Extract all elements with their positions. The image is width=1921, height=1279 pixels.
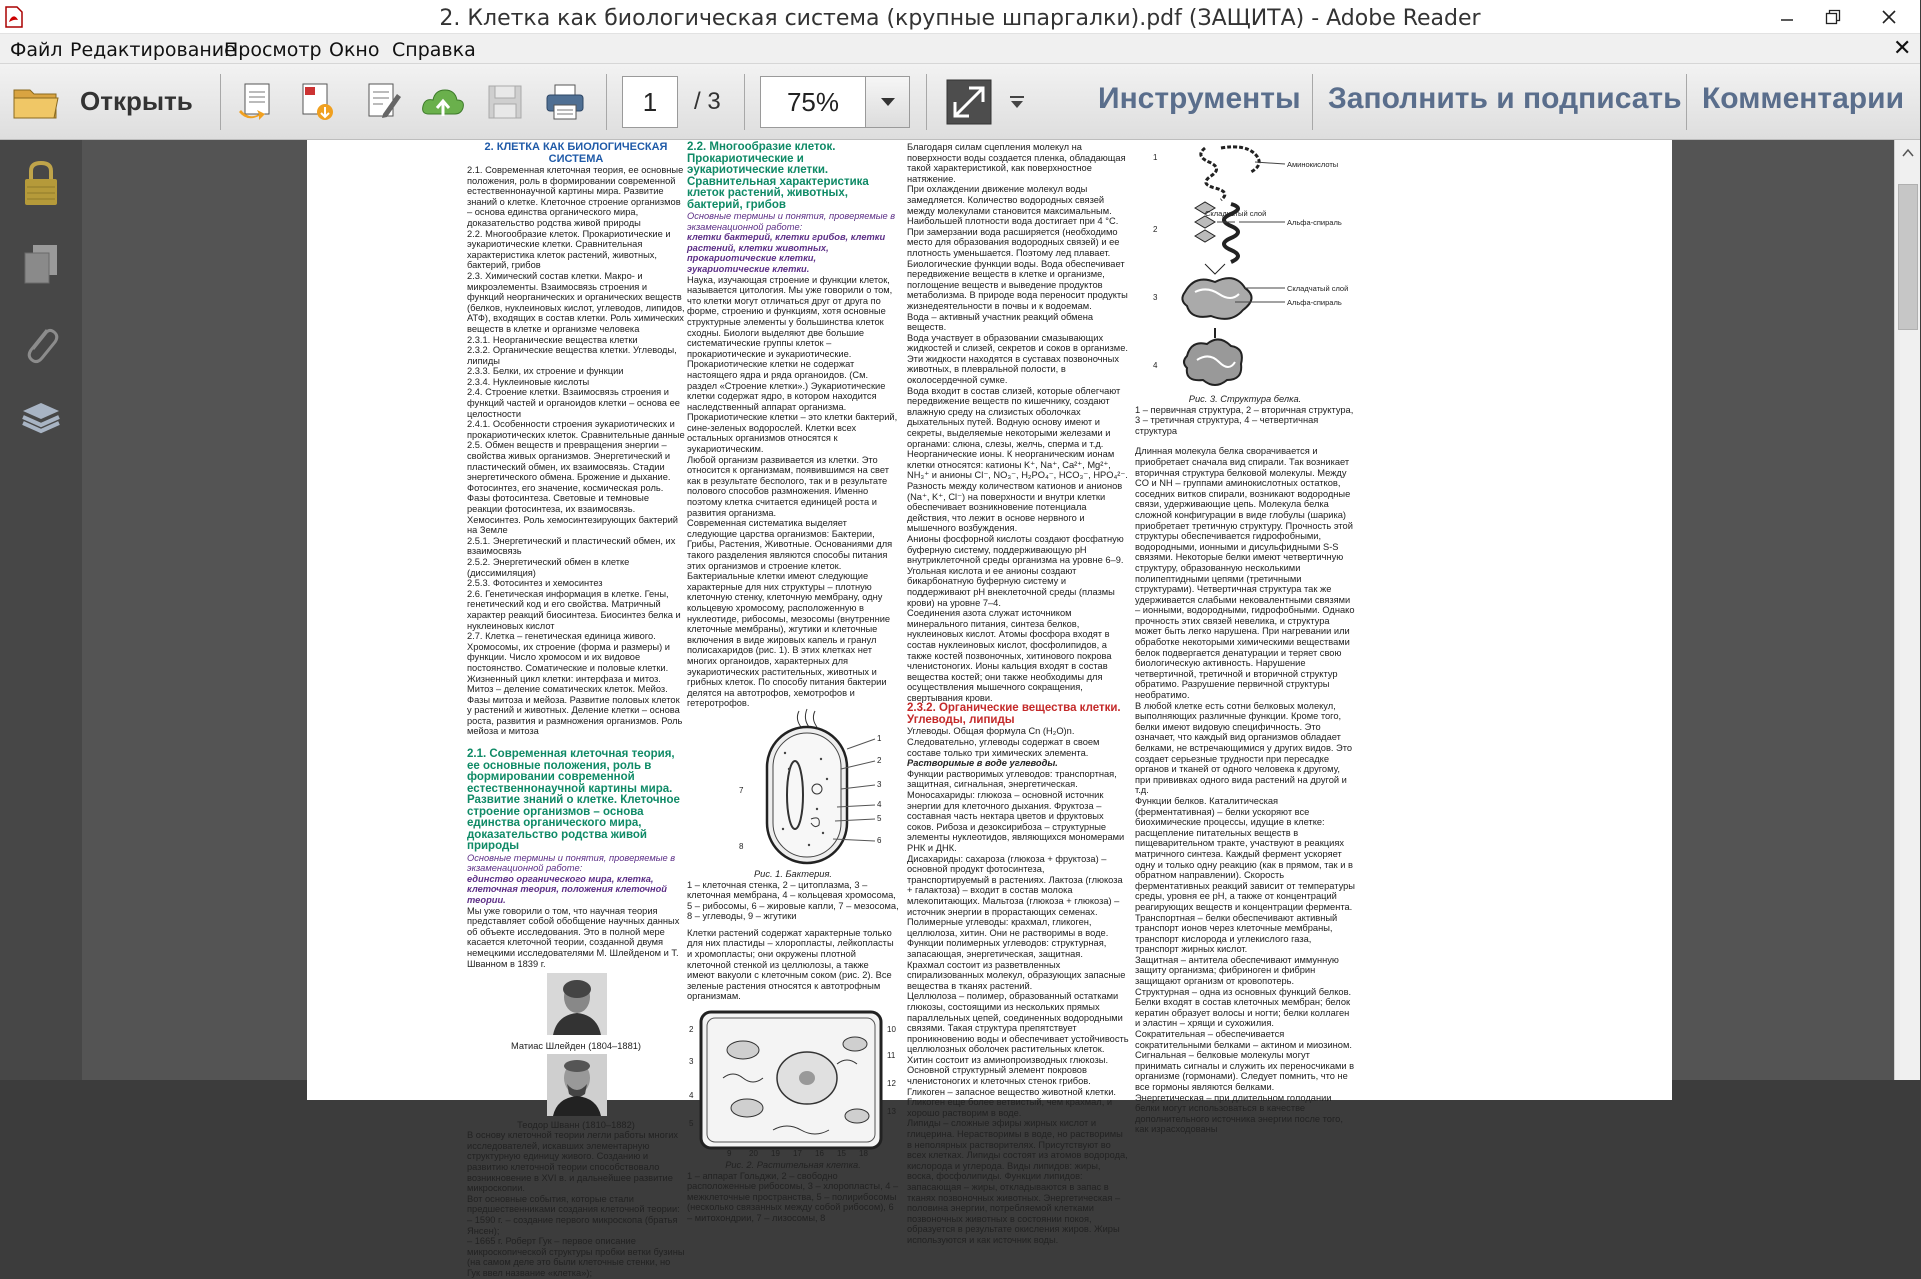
toolbar-separator <box>926 74 927 130</box>
terms-intro: Основные термины и понятия, проверяемые в экзаменационной работе: <box>467 852 676 874</box>
section-heading: 2.1. Современная клеточная теория, ее основные положения, роль в формировании современной естественнонаучной картины мира. Развитие знаний о клетке. Клеточное строение организмов – основа единства органического мира, доказательство родства живой природы <box>467 748 680 853</box>
body-paragraph: Транспортная – белки обеспечивают активный транспорт ионов через клеточные мембраны, транспорт кислорода и углекислого газа, транспорт жирных кислот. <box>1135 912 1338 955</box>
portrait-schleiden <box>467 973 685 1037</box>
toc-item: 2.7. Клетка – генетическая единица живого. Хромосомы, их строение (форма и размеры) и функции. Число хромосом и их видовое постоянство. Соматические и половые клетки. Жизненный цикл клетки: интерфаза и митоз. Митоз – деление соматических клеток. Мейоз. Фазы митоза и мейоза. Развитие половых клеток у растений и животных. Деление клетки – основа роста, развития и размножения организмов. Роль мейоза и митоза <box>467 631 683 737</box>
svg-text:17: 17 <box>793 1149 802 1159</box>
body-paragraph: – 1665 г. Роберт Гук – первое описание микроскопической структуры пробки ветки бузины (на самом деле это были клеточные стенки, но Гук ввел название «клетка»); <box>467 1236 685 1278</box>
pages-icon[interactable] <box>18 240 64 290</box>
page-column-1 <box>467 142 685 1279</box>
menu-bar <box>0 34 1920 64</box>
svg-text:5: 5 <box>877 813 882 823</box>
svg-text:Складчатый слой: Складчатый слой <box>1287 284 1349 293</box>
svg-text:4: 4 <box>877 799 882 809</box>
chevron-down-icon <box>880 97 896 107</box>
svg-text:2: 2 <box>1153 225 1158 234</box>
toolbar-separator <box>744 74 745 130</box>
body-paragraph: Липиды – сложные эфиры жирных кислот и глицерина. Нерастворимы в воде, но растворимы в неполярных растворителях. Присутствуют во всех клетках. Липиды состоят из атомов водорода, кислорода и углерода. Виды липидов: жиры, воска, фосфолипиды. Функции липидов: запасающая – жиры, откладываются в запас в тканях позвоночных животных. Энергетическая – половина энергии, потребляемой клетками позвоночных животных в состоянии покоя, образуется в результате окисления жиров. Жиры используются и как источник воды. <box>907 1118 1128 1245</box>
restore-button[interactable] <box>1810 0 1856 34</box>
svg-text:10: 10 <box>887 1025 896 1035</box>
navigation-sidebar <box>0 140 82 1080</box>
body-paragraph: Биологические функции воды. Вода обеспечивает передвижение веществ в клетке и организме, поглощение веществ и выведение продуктов метаболизма. В природе вода переносит продукты жизнедеятельности в почвы и к водоемам. <box>907 258 1128 311</box>
svg-text:11: 11 <box>887 1051 896 1061</box>
vertical-scrollbar[interactable] <box>1894 140 1920 1080</box>
svg-text:20: 20 <box>749 1149 758 1159</box>
svg-text:4: 4 <box>1153 361 1158 370</box>
body-paragraph: Крахмал состоит из разветвленных спирализованных молекул, образующих запасные вещества в тканях растений. <box>907 959 1126 991</box>
open-label: Открыть <box>80 86 193 116</box>
body-paragraph: Анионы фосфорной кислоты создают фосфатную буферную систему, поддерживающую pH внутриклеточной среды организма на уровне 6–9. <box>907 533 1124 566</box>
lock-icon[interactable] <box>18 158 64 208</box>
tools-pane-link[interactable]: Инструменты <box>1098 82 1301 115</box>
document-view[interactable] <box>82 140 1894 1278</box>
fullscreen-icon[interactable] <box>944 76 994 128</box>
body-paragraph: Гликоген – запасное вещество животной клетки. Гликоген еще более ветвистый, чем крахмал, и хорошо растворим в воде. <box>907 1086 1116 1118</box>
portrait-image <box>547 973 607 1035</box>
section-heading: 2.3.2. Органические вещества клетки. Углеводы, липиды <box>907 702 1121 726</box>
menu-window[interactable]: Окно <box>329 39 380 61</box>
toc-item: 2.2. Многообразие клеток. Прокариотические и эукариотические клетки. Сравнительная характеристика клеток растений, животных, бактерий, грибов <box>467 228 671 271</box>
menu-file[interactable]: Файл <box>10 39 63 61</box>
toc-item: 2.3.3. Белки, их строение и функции <box>467 366 624 377</box>
body-paragraph: Сигнальная – белковые молекулы могут принимать сигналы и служить их переносчиками в организме (гормонами). Следует помнить, что не все гормоны являются белками. <box>1135 1050 1355 1092</box>
body-paragraph: При охлаждении движение молекул воды замедляется. Количество водородных связей между молекулами становится максимальным. Наибольшей плотности вода достигает при 4 °С. При замерзании вода расширяется (необходимо место для образования водородных связей) и ее плотность уменьшается. Поэтому лед плавает. <box>907 184 1120 258</box>
protein-structure-diagram <box>1135 142 1355 392</box>
page-column-2 <box>687 142 899 1224</box>
svg-text:12: 12 <box>887 1079 896 1089</box>
body-paragraph: Неорганические ионы. К неорганическим ионам клетки относятся: катионы K⁺, Na⁺, Ca²⁺, Mg²⁺, NH₃⁺ и анионы Cl⁻, NO₃⁻, H₂PO₄⁻, HCO₃⁻, HPO₄²⁻. Разность между количеством катионов и анионов (Na⁺, K⁺, Cl⁻) на поверхности и внутри клетки обеспечивает возникновение потенциала действия, что лежит в основе нервного и мышечного возбуждения. <box>907 449 1128 534</box>
section-heading: 2.2. Многообразие клеток. Прокариотические и эукариотические клетки. Сравнительная характеристика клеток растений, животных, бактерий, грибов <box>687 141 869 211</box>
portrait-schwann <box>467 1054 685 1118</box>
page-column-3 <box>907 142 1129 1246</box>
figure-caption: Рис. 1. Бактерия. <box>753 868 833 879</box>
body-paragraph: Мы уже говорили о том, что научная теория представляет собой обобщение научных данных об объекте исследования. Это в полной мере касается клеточной теории, созданной двумя немецкими исследователями М. Шлейденом и Т. Шванном в 1839 г. <box>467 905 680 969</box>
portrait-caption: Теодор Шванн (1810–1882) <box>517 1119 635 1130</box>
svg-text:7: 7 <box>739 785 744 795</box>
toc-item: 2.4.1. Особенности строения эукариотических и прокариотических клеток. Сравнительные данные <box>467 419 685 440</box>
body-paragraph: Любой организм развивается из клетки. Это относится к организмам, появившимся на свет как в результате бесполого, так и в результате полового способов размножения. Именно поэтому клетка считается единицей роста и развития организма. <box>687 454 889 518</box>
minimize-button[interactable] <box>1764 0 1810 34</box>
body-paragraph: Угольная кислота и ее анионы создают бикарбонатную буферную систему и поддерживают pH внеклеточной среды (плазмы крови) на уровне 7–4. <box>907 565 1115 608</box>
body-paragraph: Энергетическая – при длительном голодании белки могут использоваться в качестве дополнительного источника энергии после того, как израсходованы <box>1135 1092 1343 1135</box>
svg-text:Альфа-спираль: Альфа-спираль <box>1287 218 1342 227</box>
body-paragraph: Хитин состоит из аминопроизводных глюкозы. Основной структурный элемент покровов членистоногих и клеточных стенок грибов. <box>907 1054 1109 1087</box>
toc-item: 2.3.4. Нуклеиновые кислоты <box>467 376 590 387</box>
toc-item: 2.3.2. Органические вещества клетки. Углеводы, липиды <box>467 345 677 366</box>
page-column-4 <box>1135 142 1355 1135</box>
figure-caption: Рис. 3. Структура белка. <box>1188 394 1302 404</box>
close-document-icon[interactable]: ✕ <box>1893 35 1912 60</box>
body-paragraph: Полимерные углеводы: крахмал, гликоген, целлюлоза, хитин. Они не растворимы в воде. <box>907 917 1109 938</box>
figure-legend: 1 – аппарат Гольджи, 2 – свободно расположенные рибосомы, 3 – хлоропласты, 4 – межклеточные пространства, 5 – полирибосомы (несколько связанных между собой рибосом), 6 – митохондрии, 7 – лизосомы, 8 <box>687 1170 899 1223</box>
window-title: 2. Клетка как биологическая система (крупные шпаргалки).pdf (ЗАЩИТА) - Adobe Reader <box>439 6 1481 31</box>
svg-text:Альфа-спираль: Альфа-спираль <box>1287 298 1342 307</box>
svg-text:5: 5 <box>689 1119 694 1129</box>
toolbar-separator <box>220 74 221 130</box>
body-paragraph: Целлюлоза – полимер, образованный остатками глюкозы, состоящими из нескольких прямых параллельных цепей, соединенных водородными связями. Такая структура препятствует проникновению воды и обеспечивает устойчивость целлюлозных оболочек растительных клеток. <box>907 991 1129 1055</box>
body-paragraph: Вода входит в состав слизей, которые облегчают передвижение веществ по кишечнику, создают влажную среду на слизистых оболочках дыхательных путей. Водную основу имеют и секреты, выделяемые некоторыми железами и органами: слюна, слезы, желчь, сперма и т.д. <box>907 385 1121 449</box>
portrait-image <box>547 1054 607 1116</box>
body-paragraph: Сократительная – обеспечивается сократительными белками – актином и миозином. <box>1135 1029 1352 1050</box>
menu-edit[interactable]: Редактирование <box>70 39 236 61</box>
zoom-level-input[interactable]: 75% <box>760 76 866 128</box>
scrollbar-thumb[interactable] <box>1898 184 1918 330</box>
title-bar <box>0 0 1920 34</box>
pdf-page <box>307 140 1672 1278</box>
layers-icon[interactable] <box>18 390 64 440</box>
toc-item: 2.6. Генетическая информация в клетке. Гены, генетический код и его свойства. Матричный характер реакций биосинтеза. Биосинтез белка и нуклеиновых кислот <box>467 588 681 631</box>
svg-text:15: 15 <box>837 1149 846 1159</box>
bacterium-diagram <box>737 709 887 867</box>
toolbar-separator <box>606 74 607 130</box>
menu-view[interactable]: Просмотр <box>224 39 322 61</box>
terms-list: клетки бактерий, клетки грибов, клетки растений, клетки животных, прокариотические клетки, эукариотические клетки. <box>687 232 886 274</box>
body-paragraph: Современная систематика выделяет следующие царства организмов: Бактерии, Грибы, Растения, Животные. Основаниями для такого разделения являются способы питания этих организмов и строение клеток. <box>687 518 893 571</box>
svg-text:2: 2 <box>877 755 882 765</box>
body-paragraph: Соединения азота служат источником минерального питания, синтеза белков, нуклеиновых кислот. Атомы фосфора входят в состав нуклеиновых кислот, фосфолипидов, а также костей позвоночных, хитинового покрова членистоногих. Ионы кальция входят в состав вещества костей; они также необходимы для осуществления мышечного сокращения, свертывания крови. <box>907 608 1112 703</box>
body-paragraph: Вот основные события, которые стали предшественниками создания клеточной теории: <box>467 1193 680 1215</box>
svg-text:13: 13 <box>887 1107 896 1117</box>
toc-item: 2.5.1. Энергетический и пластический обмен, их взаимосвязь <box>467 535 676 557</box>
toolbar-options-icon[interactable] <box>1000 76 1034 128</box>
page-total-label: / 3 <box>694 88 721 115</box>
edit-document-icon[interactable] <box>358 76 408 128</box>
export-pdf-icon[interactable] <box>292 76 342 128</box>
toc-item: 2.3. Химический состав клетки. Макро- и микроэлементы. Взаимосвязь строения и функций неорганических и органических веществ (белков, нуклеиновых кислот, углеводов, липидов, АТФ), входящих в состав клетки. Роль химических веществ в клетке и организме человека <box>467 270 685 334</box>
svg-text:4: 4 <box>689 1091 694 1101</box>
scroll-up-arrow-icon[interactable] <box>1895 140 1921 166</box>
toc-item: 2.5. Обмен веществ и превращения энергии – свойства живых организмов. Энергетический и пластический обмен, их взаимосвязь. Стадии энергетического обмена. Брожение и дыхание. Фотосинтез, его значение, космическая роль. Фазы фотосинтеза. Световые и темновые реакции фотосинтеза, их взаимосвязь. Хемосинтез. Роль хемосинтезирующих бактерий на Земле <box>467 440 678 536</box>
figure-plant-cell <box>687 1002 899 1160</box>
body-paragraph: Углеводы. Общая формула Cn (H₂O)n. Следовательно, углеводы содержат в своем составе только три химических элемента. <box>907 726 1100 758</box>
body-paragraph: Дисахариды: сахароза (глюкоза + фруктоза) – основной продукт фотосинтеза, транспортируемый в растениях. Лактоза (глюкоза + галактоза) – входит в состав молока млекопитающих. Мальтоза (глюкоза + глюкоза) – источник энергии в прорастающих семенах. <box>907 853 1123 917</box>
toc-item: 2.5.2. Энергетический обмен в клетке (диссимиляция) <box>467 556 630 578</box>
body-paragraph: Клетки растений содержат характерные только для них пластиды – хлоропласты, лейкопласты и хромопласты; они окружены плотной клеточной стенкой из целлюлозы, а также имеют вакуоли с клеточным соком (рис. 2). Все зеленые растения относятся к автотрофным организмам. <box>687 927 894 1002</box>
figure-bacterium <box>687 709 899 869</box>
body-paragraph: Функции полимерных углеводов: структурная, запасающая, энергетическая, защитная. <box>907 938 1107 959</box>
print-icon[interactable] <box>540 76 590 128</box>
toolbar <box>0 64 1920 140</box>
comments-pane-link[interactable]: Комментарии <box>1702 82 1905 115</box>
upload-cloud-icon[interactable] <box>418 76 468 128</box>
svg-text:16: 16 <box>815 1149 824 1159</box>
svg-text:19: 19 <box>771 1149 780 1159</box>
terms-list: единство органического мира, клетка, клеточная теория, положения клеточной теории. <box>467 873 667 905</box>
menu-help[interactable]: Справка <box>392 39 476 61</box>
open-button[interactable] <box>8 72 208 132</box>
toolbar-separator <box>1686 74 1687 130</box>
body-paragraph: В любой клетке есть сотни белковых молекул, выполняющих различные функции. Кроме того, белки имеют видовую специфичность. Это означает, что каждый вид организмов обладает белками, не встречающимися у других видов. Это создает серьезные трудности при пересадке органов и тканей от одного человека к другому, при прививках одного вида растений на другой и т.д. <box>1135 700 1353 796</box>
svg-text:1: 1 <box>877 733 882 743</box>
plant-cell-diagram <box>687 1002 899 1158</box>
body-paragraph: Благодаря силам сцепления молекул на поверхности воды создается пленка, обладающая такой характеристикой, как поверхностное натяжение. <box>907 142 1126 184</box>
toc-item: 2.5.3. Фотосинтез и хемосинтез <box>467 578 603 589</box>
attachment-icon[interactable] <box>18 318 64 368</box>
close-window-button[interactable] <box>1857 0 1920 34</box>
body-paragraph: – 1590 г. – создание первого микроскопа (братья Янсен); <box>467 1215 678 1236</box>
svg-text:3: 3 <box>689 1057 694 1067</box>
body-paragraph: Растворимые в воде углеводы. <box>907 758 1058 769</box>
create-pdf-icon[interactable] <box>232 76 282 128</box>
figure-caption: Рис. 2. Растительная клетка. <box>725 1160 861 1171</box>
svg-text:1: 1 <box>1153 153 1158 162</box>
body-paragraph: Функции растворимых углеводов: транспортная, защитная, сигнальная, энергетическая. <box>907 768 1117 790</box>
body-paragraph: В основу клеточной теории легли работы многих исследователей, искавших элементарную структурную единицу живого. Созданию и развитию клеточной теории способствовало возникновение в XVI в. и дальнейшее развитие микроскопии. <box>467 1130 679 1194</box>
body-paragraph: Структурная – одна из основных функций белков. Белки входят в состав клеточных мембран; белок кератин образует волосы и ногти; белки коллаген и эластин – хрящи и сухожилия. <box>1135 986 1352 1029</box>
body-paragraph: Вода – активный участник реакций обмена веществ. <box>907 311 1094 333</box>
body-paragraph: Вода участвует в образовании смазывающих жидкостей и слизей, секретов и соков в организме. Эти жидкости находятся в суставах позвоночных животных, в плевральной полости, в околосердечной сумке. <box>907 332 1128 386</box>
svg-text:8: 8 <box>739 841 744 851</box>
terms-intro: Основные термины и понятия, проверяемые в экзаменационной работе: <box>687 211 896 232</box>
toolbar-separator <box>1312 74 1313 130</box>
body-paragraph: Защитная – антитела обеспечивают иммунную защиту организма; фибриноген и фибрин защищают организм от кровопотерь. <box>1135 954 1339 987</box>
body-paragraph: Моносахариды: глюкоза – основной источник энергии для клеточного дыхания. Фруктоза – составная часть нектара цветов и фруктовых соков. Рибоза и дезоксирибоза – структурные элементы нуклеотидов, являющихся мономерами РНК и ДНК. <box>907 790 1125 853</box>
svg-text:3: 3 <box>1153 293 1158 302</box>
save-icon[interactable] <box>480 76 530 128</box>
toc-item: 2.1. Современная клеточная теория, ее основные положения, роль в формировании современной естественнонаучной картины мира. Развитие знаний о клетке. Клеточное строение организмов – основа единства органического мира, доказательство родства живой природы <box>467 165 684 228</box>
chapter-heading: 2. КЛЕТКА КАК БИОЛОГИЧЕСКАЯ СИСТЕМА <box>484 141 668 165</box>
svg-text:2: 2 <box>689 1025 694 1035</box>
figure-legend: 1 – клеточная стенка, 2 – цитоплазма, 3 – клеточная мембрана, 4 – кольцевая хромосома, 5 – рибосомы, 6 – жировые капли, 7 – мезосома, 8 – углеводы, 9 – жгутики <box>687 879 899 922</box>
fill-sign-pane-link[interactable]: Заполнить и подписать <box>1328 82 1682 115</box>
body-paragraph: Наука, изучающая строение и функции клеток, называется цитология. Мы уже говорили о том, что клетки могут отличаться друг от друга по форме, строению и функциям, хотя основные структурные элементы у большинства клеток сходны. Биологи выделяют две большие систематические группы клеток – прокариотические и эукариотические. Прокариотические клетки не содержат настоящего ядра и ряда органоидов. (См. раздел «Строение клетки».) Эукариотические клетки содержат ядро, в котором находится наследственный аппарат организма. Прокариотические клетки – это клетки бактерий, сине-зеленых водорослей. Клетки всех остальных организмов относятся к эукариотическим. <box>687 274 898 455</box>
svg-text:Складчатый слой: Складчатый слой <box>1205 209 1267 218</box>
svg-text:9: 9 <box>727 1149 732 1159</box>
body-paragraph: Длинная молекула белка сворачивается и приобретает сначала вид спирали. Так возникает вторичная структура белковой молекулы. Между CO и NH – группами аминокислотных остатков, соседних витков спирали, возникают водородные связи, удерживающие цепь. Молекула белка сложной конфигурации в виде глобулы (шарика) приобретает третичную структуру. Прочность этой структуры обеспечивается гидрофобными, водородными, ионными и дисульфидными S-S связями. Некоторые белки имеют четвертичную структуру, образованную несколькими полипептидными цепями (третичными структурами). Четвертичная структура так же удерживается слабыми нековалентными связями – ионными, водородными, гидрофобными. Однако прочность этих связей невелика, и структура может быть легко нарушена. При нагревании или обработке некоторыми химическими веществами белок подвергается денатурации и теряет свою биологическую активность. Нарушение четвертичной, третичной и вторичной структур обратимо. Разрушение первичной структуры необратимо. <box>1135 446 1355 701</box>
page-number-input[interactable]: 1 <box>622 76 678 128</box>
body-paragraph: Функции белков. Каталитическая (ферментативная) – белки ускоряют все биохимические процессы, идущие в клетке: расщепление питательных веществ в пищеварительном тракте, участвуют в реакциях матричного синтеза. Каждый фермент ускоряет одну и только одну реакцию (как в прямом, так и в обратном направлении). Скорость ферментативных реакций зависит от температуры среды, уровня ее pH, а также от концентраций реагирующих веществ и концентрации фермента. <box>1135 795 1355 912</box>
svg-text:6: 6 <box>877 835 882 845</box>
portrait-caption: Матиас Шлейден (1804–1881) <box>510 1041 642 1052</box>
svg-text:18: 18 <box>859 1149 868 1159</box>
figure-legend: 1 – первичная структура, 2 – вторичная структура, 3 – третичная структура, 4 – четвертичная структура <box>1135 404 1354 436</box>
svg-text:Аминокислоты: Аминокислоты <box>1287 160 1339 169</box>
toc-item: 2.3.1. Неорганические вещества клетки <box>467 334 638 345</box>
svg-text:3: 3 <box>877 779 882 789</box>
figure-protein-structure <box>1135 142 1355 394</box>
folder-icon <box>12 82 60 122</box>
body-paragraph: Бактериальные клетки имеют следующие характерные для них структуры – плотную клеточную стенку, клеточную мембрану, одну кольцевую хромосому, расположенную в нуклеотиде, рибосомы, мезосомы (внутренние клеточные мембраны), жгутики и клеточные включения в виде жировых капель и гранул полисахаридов (рис. 1). В этих клетках нет многих органоидов, характерных для эукариотических растительных, животных и грибных клеток. По способу питания бактерии делятся на автотрофов, хемотрофов и гетеротрофов. <box>687 571 891 709</box>
toc-item: 2.4. Строение клетки. Взаимосвязь строения и функций частей и органоидов клетки – основа ее целостности <box>467 387 680 419</box>
zoom-dropdown-button[interactable] <box>866 76 910 128</box>
